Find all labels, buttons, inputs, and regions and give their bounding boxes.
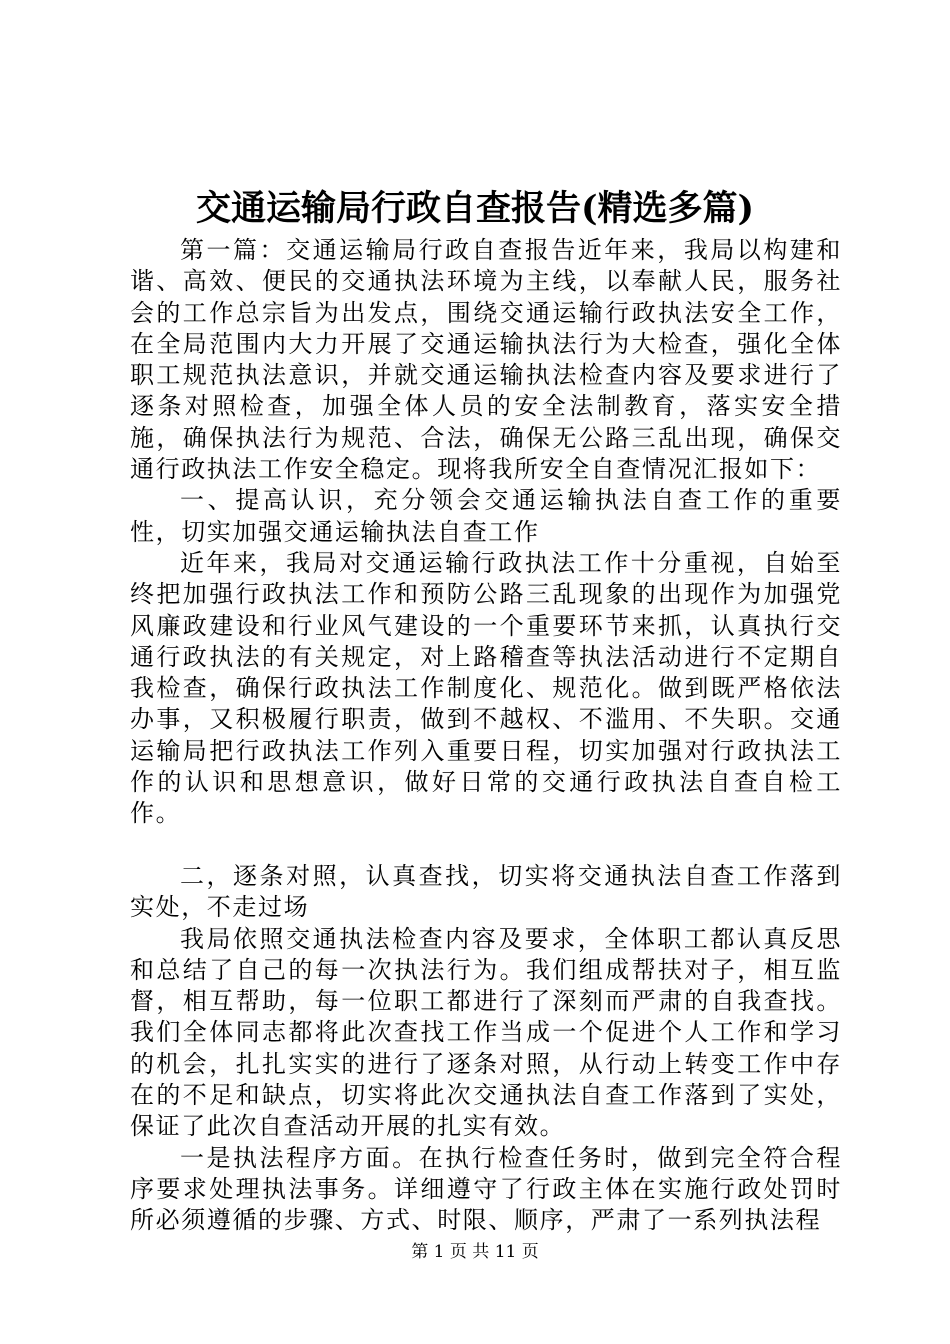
paragraph-procedure: 一是执法程序方面。在执行检查任务时，做到完全符合程序要求处理执法事务。详细遵守了行政主体在实施行政处罚时所必须遵循的步骤、方式、时限、顺序，严肃了一系列执法程	[130, 1143, 842, 1235]
document-title: 交通运输局行政自查报告(精选多篇)	[195, 188, 755, 229]
document-body	[130, 235, 842, 1237]
blank-line	[130, 830, 842, 861]
page-number-footer: 第 1 页 共 11 页	[411, 1242, 539, 1262]
paragraph-section-2-body: 我局依照交通执法检查内容及要求，全体职工都认真反思和总结了自己的每一次执法行为。我们组成帮扶对子，相互监督，相互帮助，每一位职工都进行了深刻而严肃的自我查找。我们全体同志都将此次查找工作当成一个促进个人工作和学习的机会，扎扎实实的进行了逐条对照，从行动上转变工作中存在的不足和缺点，切实将此次交通执法自查工作落到了实处，保证了此次自查活动开展的扎实有效。	[130, 924, 842, 1141]
paragraph-intro: 第一篇：交通运输局行政自查报告近年来，我局以构建和谐、高效、便民的交通执法环境为主线，以奉献人民，服务社会的工作总宗旨为出发点，围绕交通运输行政执法安全工作，在全局范围内大力开展了交通运输执法行为大检查，强化全体职工规范执法意识，并就交通运输执法检查内容及要求进行了逐条对照检查，加强全体人员的安全法制教育，落实安全措施，确保执法行为规范、合法，确保无公路三乱出现，确保交通行政执法工作安全稳定。现将我所安全自查情况汇报如下：	[130, 236, 842, 484]
paragraph-section-1-body: 近年来，我局对交通运输行政执法工作十分重视，自始至终把加强行政执法工作和预防公路三乱现象的出现作为加强党风廉政建设和行业风气建设的一个重要环节来抓，认真执行交通行政执法的有关规定，对上路稽查等执法活动进行不定期自我检查，确保行政执法工作制度化、规范化。做到既严格依法办事，又积极履行职责，做到不越权、不滥用、不失职。交通运输局把行政执法工作列入重要日程，切实加强对行政执法工作的认识和思想意识，做好日常的交通行政执法自查自检工作。	[130, 548, 842, 828]
paragraph-section-1-heading: 一、提高认识，充分领会交通运输执法自查工作的重要性，切实加强交通运输执法自查工作	[130, 486, 842, 546]
paragraph-section-2-heading: 二，逐条对照，认真查找，切实将交通执法自查工作落到实处，不走过场	[130, 861, 842, 922]
